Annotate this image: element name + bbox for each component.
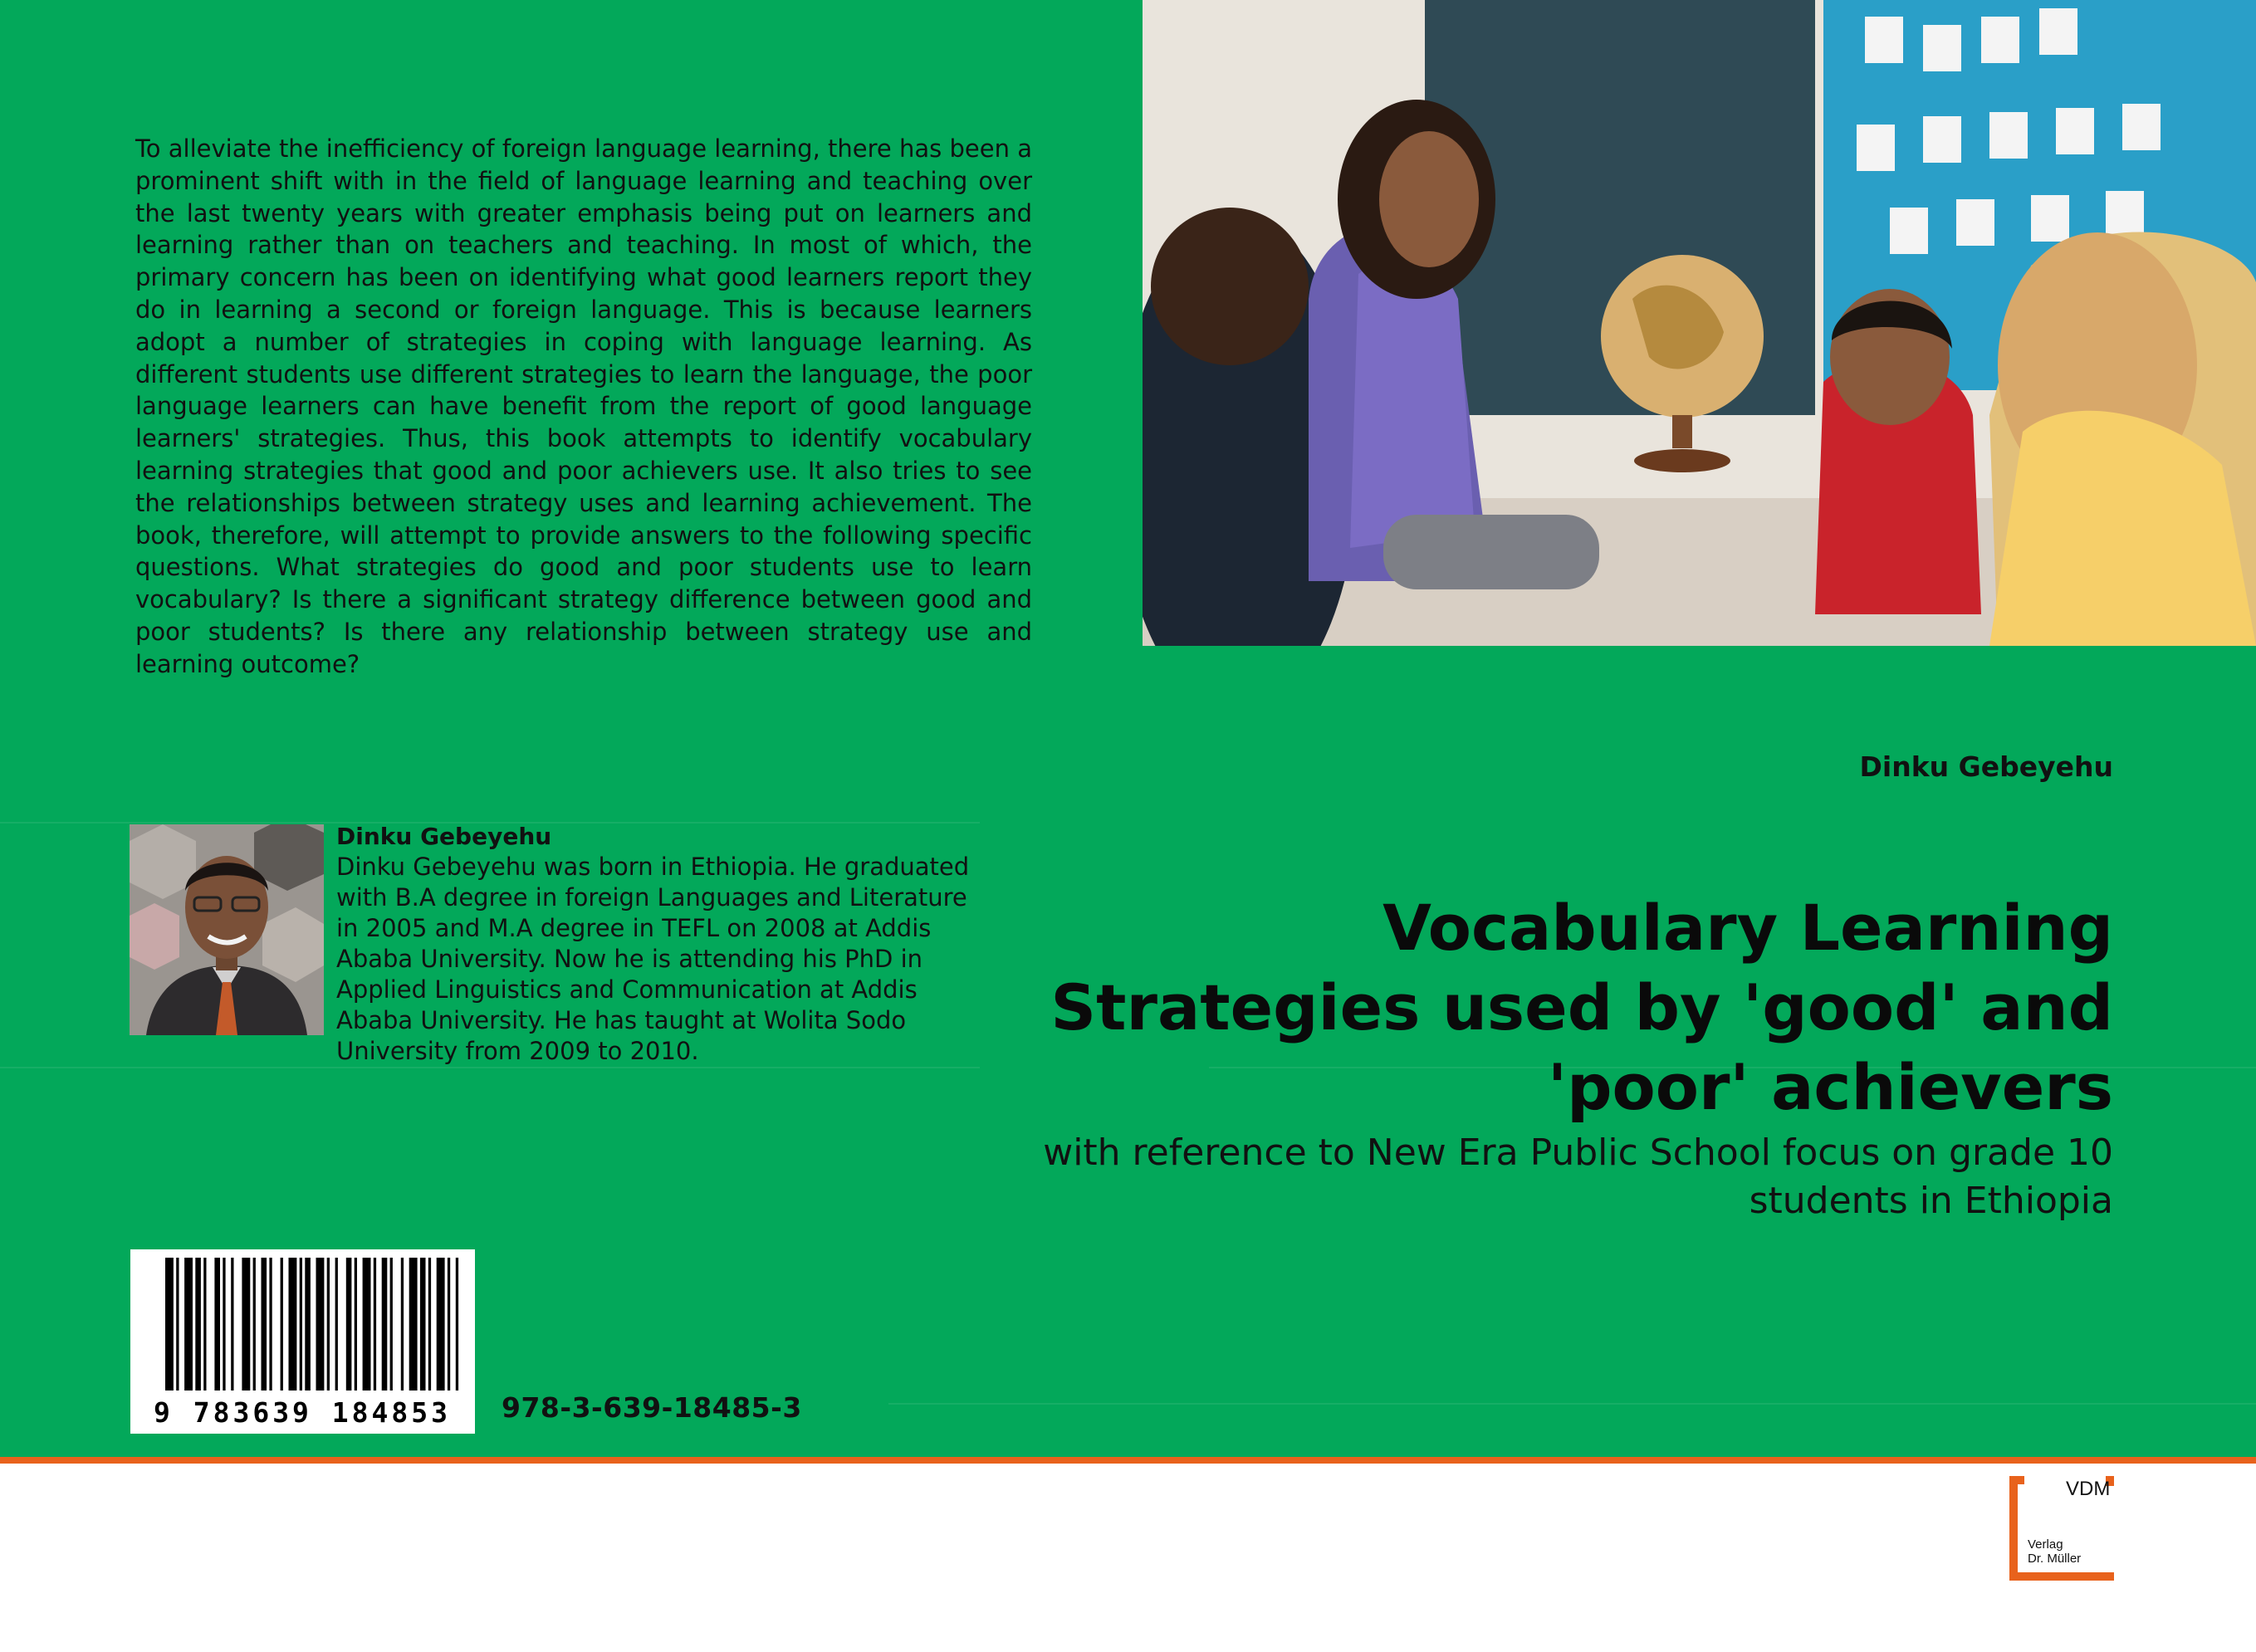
isbn-number: 978-3-639-18485-3 (502, 1391, 802, 1424)
barcode-bar (203, 1258, 206, 1391)
barcode-bar (374, 1258, 376, 1391)
barcode-bar (382, 1258, 388, 1391)
barcode-bar (253, 1258, 256, 1391)
author-bio-block (336, 822, 984, 1067)
barcode-bar (195, 1258, 201, 1391)
barcode-bar (262, 1258, 267, 1391)
barcode-bar (456, 1258, 458, 1391)
barcode-bar (300, 1258, 302, 1391)
author-bio-text: Dinku Gebeyehu was born in Ethiopia. He graduated with B.A degree in foreign Languages and Literature in 2005 and M.A degree in TEFL on 2008 at Addis Ababa University. Now he is attending his PhD in Applied Linguistics and Communication at Addis Ababa University. He has taught at Wolita Sodo University from 2009 to 2010. (336, 853, 970, 1065)
book-subtitle: with reference to New Era Public School focus on grade 10 students in Ethiopia (1043, 1131, 2113, 1222)
barcode-bar (176, 1258, 179, 1391)
barcode-bar (390, 1258, 393, 1391)
barcode-bar (269, 1258, 272, 1391)
barcode-bar (165, 1258, 174, 1391)
cover-author: Dinku Gebeyehu (1859, 750, 2113, 783)
barcode-bar (223, 1258, 225, 1391)
author-bio-name: Dinku Gebeyehu (336, 823, 552, 850)
barcode-bar (327, 1258, 330, 1391)
barcode-bar (184, 1258, 193, 1391)
barcode-bar (448, 1258, 450, 1391)
barcode-bar (316, 1258, 325, 1391)
barcode-bar (335, 1258, 338, 1391)
barcode-bar (305, 1258, 311, 1391)
barcode-digits: 9 783639 184853 (153, 1396, 452, 1429)
barcode-bar (289, 1258, 297, 1391)
divider (0, 1067, 980, 1068)
barcode-bar (281, 1258, 283, 1391)
divider (888, 1403, 2256, 1405)
barcode-bar (242, 1258, 250, 1391)
barcode-bar (409, 1258, 418, 1391)
isbn-barcode (130, 1249, 475, 1434)
publisher-imprint (2028, 1537, 2081, 1566)
barcode-bar (214, 1258, 220, 1391)
back-cover-blurb: To alleviate the inefficiency of foreign language learning, there has been a prominent shift with in the field of language learning and teaching over the last twenty years with greater emphasis being put on learners and learning rather than on teachers and teaching. In most of which, the primary concern has been on identifying what good learners report they do in learning a second or foreign language. This is because learners adopt a number of strategies in coping with language learning. As different students use different strategies to learn the language, the poor language learners can have benefit from the report of good language learners' strategies. Thus, this book attempts to identify vocabulary learning strategies that good and poor achievers use. It also tries to see the relationships between strategy uses and learning achievement. The book, therefore, will attempt to provide answers to the following specific questions. What strategies do good and poor students use to learn vocabulary? Is there a significant strategy difference between good and poor students? Is there any relationship between strategy use and learning outcome? (135, 134, 1032, 678)
publisher-imprint-line1: Verlag (2028, 1537, 2063, 1552)
barcode-bar (428, 1258, 431, 1391)
cover-photo-classroom (1143, 0, 2256, 646)
barcode-bar (355, 1258, 357, 1391)
barcode-bar (437, 1258, 445, 1391)
publisher-name: VDM (2066, 1478, 2111, 1500)
barcode-bar (231, 1258, 233, 1391)
publisher-imprint-line2: Dr. Müller (2028, 1552, 2082, 1566)
author-photo (130, 824, 324, 1035)
barcode-bar (363, 1258, 371, 1391)
orange-rule (0, 1457, 2256, 1464)
barcode-bar (346, 1258, 352, 1391)
publisher-logo (2009, 1476, 2117, 1584)
barcode-bar (420, 1258, 426, 1391)
barcode-bar (401, 1258, 404, 1391)
book-title: Vocabulary Learning Strategies used by 'good' and 'poor' achievers (1050, 891, 2113, 1124)
